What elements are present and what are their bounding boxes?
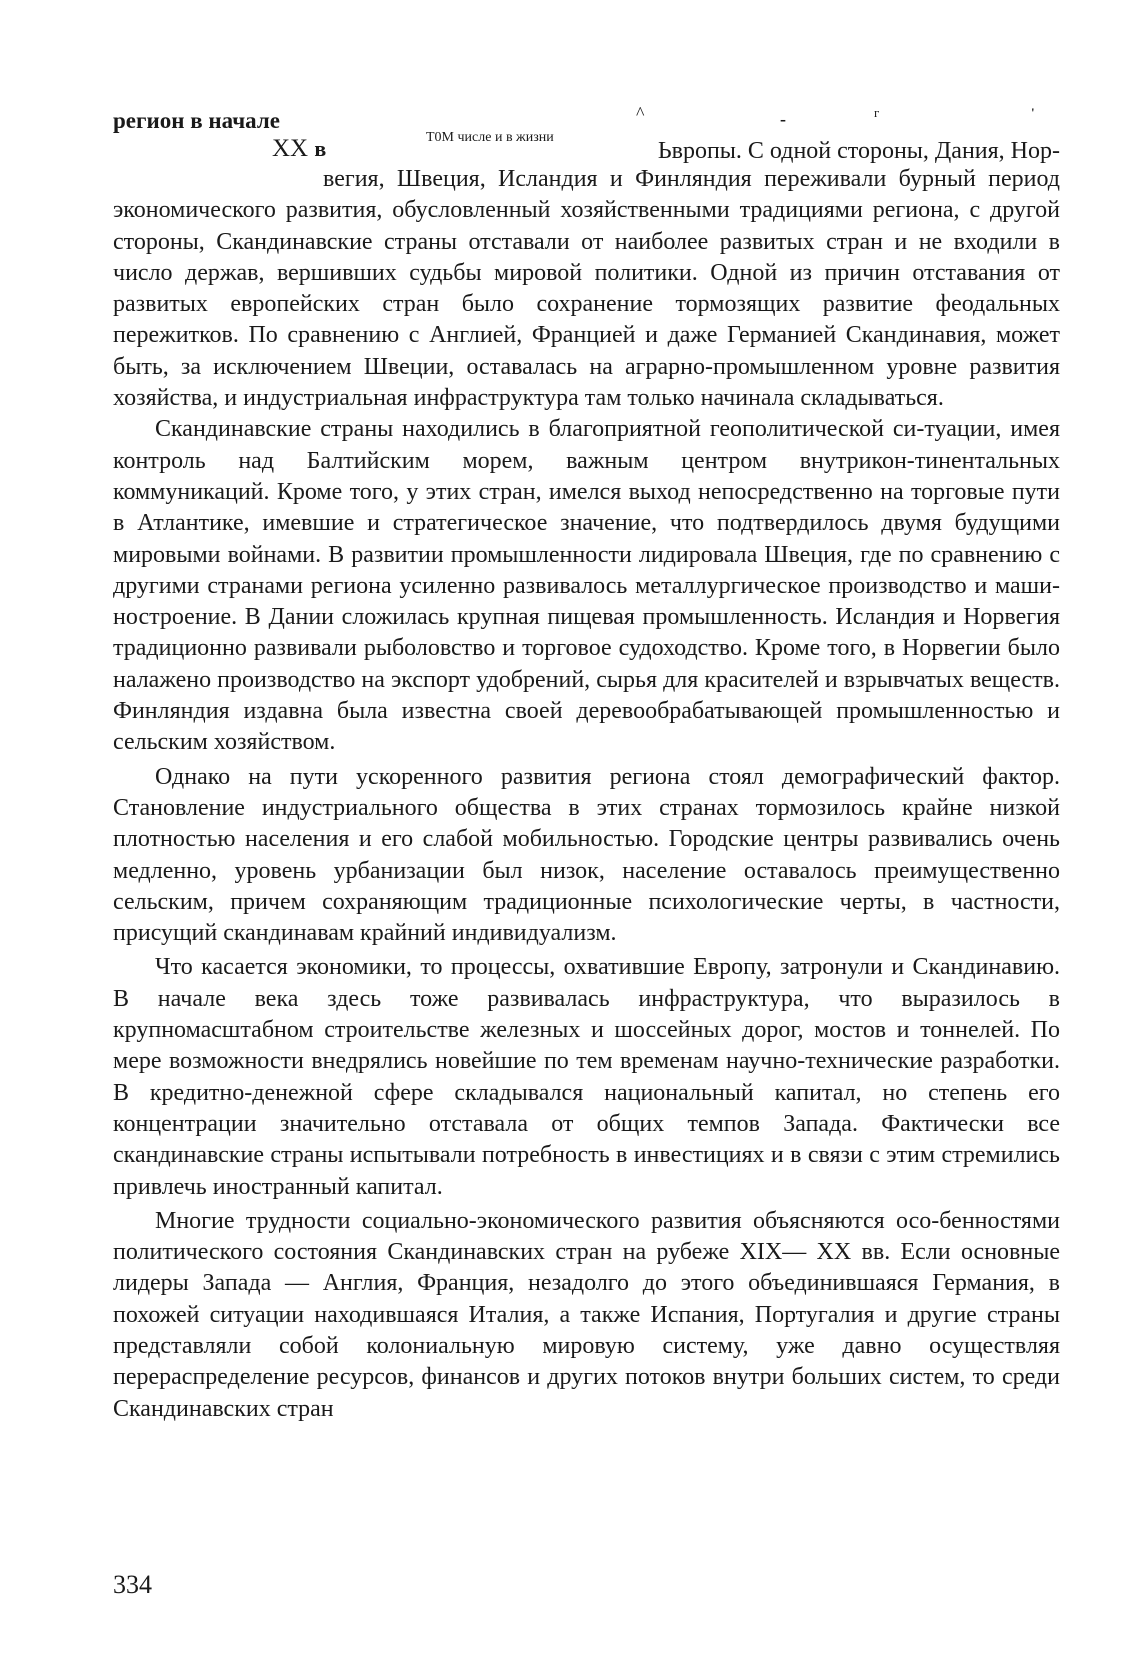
small-note-fragment: Т0М числе и в жизни: [426, 130, 554, 145]
century-suffix: в: [314, 136, 327, 161]
paragraph-4: Что касается экономики, то процессы, охватившие Европу, затронули и Скандинавию. В начале века здесь тоже развивалась инфраструктура, что выразилось в крупномасштабном строительстве железных и шоссейных дорог, мостов и тоннелей. По мере возможности внедрялись новейшие по тем временам научно-технические разработки. В кредитно-денежной сфере складывался национальный капитал, но степень его концентрации значительно отставала от общих темпов Запада. Фактически все скандинавские страны испытывали потребность в инвестициях и в связи с этим стремились привлечь иностранный капитал.: [113, 954, 1060, 1200]
first-text-line: Ьвропы. С одной стороны, Дания, Нор-: [657, 138, 1060, 164]
scan-mark-dash: -: [780, 109, 786, 129]
scan-mark-caret: ^: [636, 103, 645, 123]
century-heading-fragment: [272, 136, 326, 162]
paragraph-1: вегия, Швеция, Исландия и Финляндия переживали бурный период экономического развития, обусловленный хозяйственными традициями региона, с другой стороны, Скандинавские страны отставали от наиболее развитых стран и не входили в число держав, вершивших судьбы мировой политики. Одной из причин отставания от развитых европейских стран было сохранение тормозящих развитие феодальных пережитков. По сравнению с Англией, Францией и даже Германией Скандинавия, может быть, за исключением Швеции, оставалась на аграрно-промышленном уровне развития хозяйства, и индустриальная инфраструктура там только начинала складываться.: [113, 166, 1060, 412]
body-text: [113, 164, 1060, 1425]
century-numeral: XX: [272, 135, 309, 162]
scan-mark-g: г: [874, 105, 880, 120]
paragraph-5: Многие трудности социально-экономического развития объясняются осо-бенностями политического состояния Скандинавских стран на рубеже XIX— XX вв. Если основные лидеры Запада — Англия, Франция, незадолго до этого объединившаяся Германия, в похожей ситуации находившаяся Италия, а также Испания, Португалия и другие страны представляли собой колониальную мировую систему, уже давно осуществляя перераспределение ресурсов, финансов и других потоков внутри больших систем, то среди Скандинавских стран: [113, 1207, 1060, 1422]
page-number: 334: [113, 1570, 152, 1599]
paragraph-2: Скандинавские страны находились в благоприятной геополитической си-туации, имея контроль над Балтийским морем, важным центром внутрикон-тинентальных коммуникаций. Кроме того, у этих стран, имелся выход непосредственно на торговые пути в Атлантике, имевшие и стратегическое значение, что подтвердилось двумя будущими мировыми войнами. В развитии промышленности лидировала Швеция, где по сравнению с другими странами региона усиленно развивалось металлургическое производство и маши-ностроение. В Дании сложилась крупная пищевая промышленность. Исландия и Норвегия традиционно развивали рыболовство и торговое судоходство. Кроме того, в Норвегии было налажено производство на экспорт удобрений, сырья для красителей и взрывчатых веществ. Финляндия издавна была известна своей деревообрабатывающей промышленностью и сельским хозяйством.: [113, 416, 1060, 756]
region-heading-fragment: регион в начале: [113, 108, 280, 133]
scan-mark-tick: ': [1031, 105, 1035, 120]
paragraph-3: Однако на пути ускоренного развития региона стоял демографический фактор. Становление индустриального общества в этих странах тормозилось крайне низкой плотностью населения и его слабой мобильностью. Городские центры развивались очень медленно, уровень урбанизации был низок, население оставалось преимущественно сельским, причем сохраняющим традиционные психологические черты, в частности, присущий скандинавам крайний индивидуализм.: [113, 763, 1060, 947]
